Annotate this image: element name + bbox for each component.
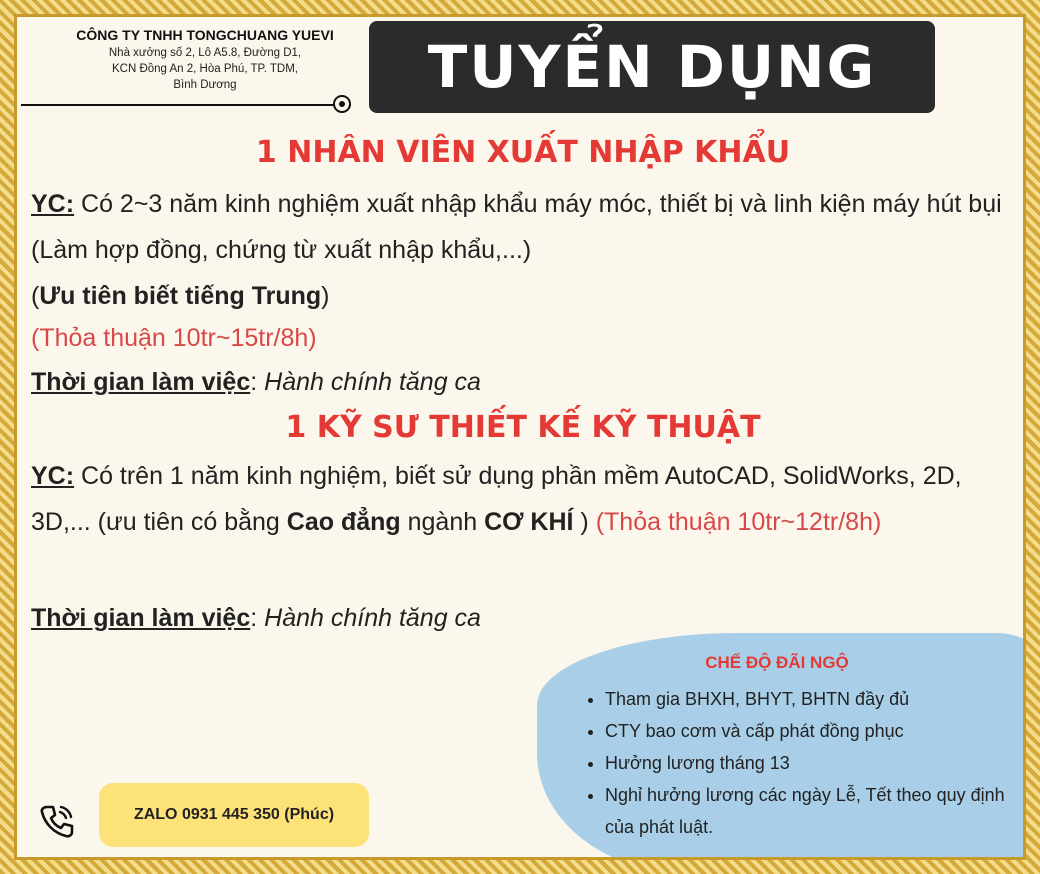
job1-description <box>31 181 1021 273</box>
job1-time-label: Thời gian làm việc <box>31 368 251 396</box>
job1-time-value: Hành chính tăng ca <box>264 368 481 396</box>
divider-line <box>21 104 351 106</box>
zalo-number: ZALO 0931 445 350 (Phúc) <box>133 806 335 823</box>
banner-title: TUYỂN DỤNG <box>427 33 877 101</box>
benefit-item: • Hưởng lương tháng 13 <box>605 747 1017 779</box>
job1-priority-close: ) <box>321 282 330 310</box>
job1-salary: (Thỏa thuận 10tr~15tr/8h) <box>31 324 317 352</box>
job2-degree: Cao đẳng <box>286 508 401 536</box>
address-line-1: Nhà xưởng số 2, Lô A5.8, Đường D1, <box>108 47 302 59</box>
job2-time-label: Thời gian làm việc <box>31 604 251 632</box>
zalo-contact <box>99 783 369 847</box>
job2-salary: (Thỏa thuận 10tr~12tr/8h) <box>595 508 882 536</box>
job2-time-value: Hành chính tăng ca <box>264 604 481 632</box>
benefit-item: • CTY bao cơm và cấp phát đồng phục <box>605 715 1017 747</box>
benefit-item: • Tham gia BHXH, BHYT, BHTN đầy đủ <box>605 683 1017 715</box>
company-block <box>35 27 375 93</box>
company-name: CÔNG TY TNHH TONGCHUANG YUEVI <box>76 27 334 43</box>
job2-field-prefix: ngành <box>400 508 485 536</box>
job2-yc-text: Có trên 1 năm kinh nghiệm, biết sử dụng phần mềm AutoCAD, SolidWorks, 2D, 3D,... (ưu tiên có bằng <box>31 462 962 536</box>
phone-icon <box>37 801 77 841</box>
job1-work-time <box>31 359 1021 405</box>
benefits-list <box>577 683 1017 843</box>
address-line-2: KCN Đồng An 2, Hòa Phú, TP. TDM, <box>111 63 298 75</box>
benefit-item: • Nghỉ hưởng lương các ngày Lễ, Tết theo quy định của phát luật. <box>605 779 1017 843</box>
poster <box>14 14 1026 860</box>
recruitment-banner <box>369 21 935 113</box>
job1-time-sep: : <box>250 368 265 396</box>
job2-yc-label: YC: <box>31 462 75 490</box>
job2-field: CƠ KHÍ <box>484 508 574 536</box>
job1-yc-text: Có 2~3 năm kinh nghiệm xuất nhập khẩu máy móc, thiết bị và linh kiện máy hút bụi (Làm hợp đồng, chứng từ xuất nhập khẩu,...) <box>31 190 1002 264</box>
job1-priority <box>31 273 1021 319</box>
job2-time-sep: : <box>250 604 265 632</box>
job1-title: 1 NHÂN VIÊN XUẤT NHẬP KHẨU <box>255 135 791 170</box>
job2-field-suffix: ) <box>573 508 596 536</box>
company-address <box>35 45 375 93</box>
job1-yc-label: YC: <box>31 190 75 218</box>
address-line-3: Bình Dương <box>173 79 237 91</box>
divider-dot <box>333 95 351 113</box>
benefits-title: CHẾ ĐỘ ĐÃI NGỘ <box>705 653 849 672</box>
job1-priority-text: Ưu tiên biết tiếng Trung <box>39 282 322 310</box>
job2-title: 1 KỸ SƯ THIẾT KẾ KỸ THUẬT <box>285 410 761 445</box>
job2-description <box>31 453 1021 545</box>
job1-priority-open: ( <box>31 282 40 310</box>
benefits-panel <box>577 653 1017 843</box>
